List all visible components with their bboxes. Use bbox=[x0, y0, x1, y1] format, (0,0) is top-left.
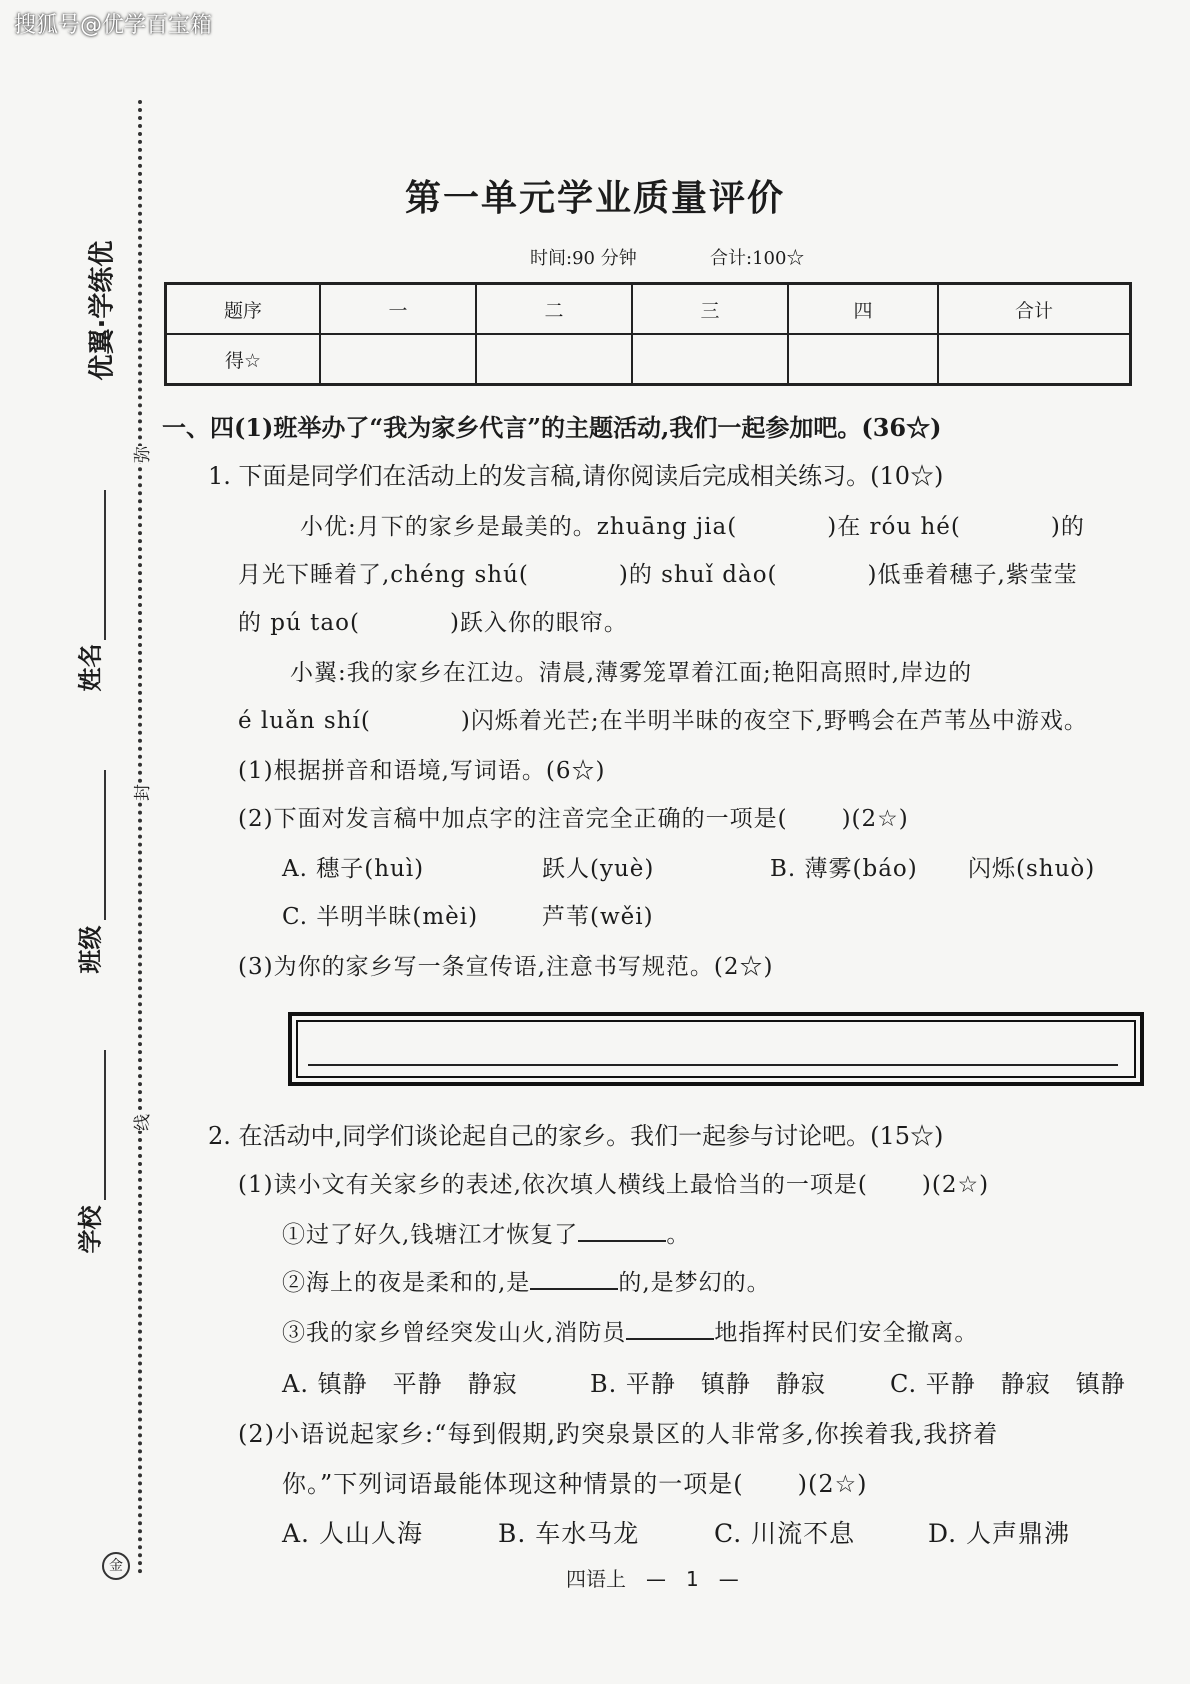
seal-dotted-line bbox=[138, 100, 142, 1575]
score-cell-2[interactable] bbox=[476, 334, 632, 385]
option-b1[interactable]: B. 薄雾(báo) bbox=[770, 856, 918, 882]
col-1: 一 bbox=[320, 284, 476, 335]
sentence-1a: ①过了好久,钱塘江才恢复了 bbox=[282, 1222, 579, 1248]
passage-3a: 的 pú tao( bbox=[238, 610, 360, 636]
sub-question-1: (1)根据拼音和语境,写词语。(6☆) bbox=[238, 758, 606, 784]
question-2-title: 2. 在活动中,同学们谈论起自己的家乡。我们一起参与讨论吧。(15☆) bbox=[208, 1122, 944, 1150]
col-4: 四 bbox=[788, 284, 938, 335]
passage-1b: )在 róu hé( bbox=[827, 514, 961, 540]
passage-1a: 小优:月下的家乡是最美的。zhuāng jia( bbox=[300, 514, 738, 540]
col-3: 三 bbox=[632, 284, 788, 335]
sub-question-2 bbox=[238, 800, 909, 833]
name-underline[interactable] bbox=[104, 490, 106, 640]
score-table-header-row bbox=[166, 284, 1131, 335]
passage-2a: 月光下睡着了,chéng shú( bbox=[238, 562, 529, 588]
sentence-2b: 的,是梦幻的。 bbox=[618, 1270, 771, 1296]
seal-char-1: 弥 bbox=[126, 446, 155, 463]
q2-sub-question-1 bbox=[238, 1166, 989, 1199]
passage-line-5 bbox=[238, 702, 1088, 735]
sentence-1 bbox=[282, 1216, 690, 1249]
passage-line-1 bbox=[300, 508, 1085, 541]
page-number: 四语上 — 1 — bbox=[566, 1567, 739, 1591]
exam-total: 合计:100☆ bbox=[710, 248, 805, 269]
sub-question-3: (3)为你的家乡写一条宣传语,注意书写规范。(2☆) bbox=[238, 954, 774, 980]
q2-option-c[interactable]: C. 平静 静寂 镇静 bbox=[890, 1370, 1126, 1398]
q2-sub-2c: )(2☆) bbox=[797, 1470, 868, 1498]
passage-1c: )的 bbox=[1050, 514, 1085, 540]
option-c1[interactable]: C. 半明半昧(mèi) bbox=[282, 904, 479, 930]
class-label: 班级 bbox=[76, 925, 105, 974]
q2-option-a[interactable]: A. 镇静 平静 静寂 bbox=[282, 1370, 518, 1398]
fill-line-1[interactable] bbox=[578, 1220, 666, 1242]
brand-logo: 优翼·学练优 bbox=[87, 240, 118, 381]
col-2: 二 bbox=[476, 284, 632, 335]
section-1-heading: 一、四(1)班举办了“我为家乡代言”的主题活动,我们一起参加吧。(36☆) bbox=[162, 413, 942, 442]
row-header-cell: 题序 bbox=[166, 284, 321, 335]
q2-sub-1a: (1)读小文有关家乡的表述,依次填人横线上最恰当的一项是( bbox=[238, 1172, 868, 1198]
sentence-2 bbox=[282, 1264, 771, 1297]
q2-sub-question-2a: (2)小语说起家乡:“每到假期,趵突泉景区的人非常多,你挨着我,我挤着 bbox=[238, 1420, 999, 1448]
sub-question-2b: )(2☆) bbox=[841, 806, 909, 832]
passage-line-2 bbox=[238, 556, 1078, 589]
option-c2[interactable]: 芦苇(wěi) bbox=[542, 904, 654, 930]
q2-option2-c[interactable]: C. 川流不息 bbox=[714, 1519, 856, 1548]
passage-2b: )的 shuǐ dào( bbox=[618, 562, 778, 588]
sub-question-2a: (2)下面对发言稿中加点字的注音完全正确的一项是( bbox=[238, 806, 788, 832]
score-cell-3[interactable] bbox=[632, 334, 788, 385]
score-table-score-row bbox=[166, 334, 1131, 385]
seal-char-3: 线 bbox=[126, 1114, 155, 1131]
slogan-writing-line bbox=[308, 1064, 1118, 1066]
fill-line-3[interactable] bbox=[626, 1318, 714, 1340]
q2-sub-question-2b bbox=[282, 1464, 868, 1499]
gold-badge-icon: 金 bbox=[102, 1552, 130, 1580]
score-cell-total[interactable] bbox=[938, 334, 1131, 385]
page-title: 第一单元学业质量评价 bbox=[404, 177, 785, 219]
sentence-3 bbox=[282, 1314, 978, 1347]
school-underline[interactable] bbox=[104, 1050, 106, 1200]
class-underline[interactable] bbox=[104, 770, 106, 920]
passage-line-4: 小翼:我的家乡在江边。清晨,薄雾笼罩着江面;艳阳高照时,岸边的 bbox=[290, 660, 973, 686]
col-total: 合计 bbox=[938, 284, 1131, 335]
sentence-1b: 。 bbox=[666, 1222, 691, 1248]
q2-sub-1b: )(2☆) bbox=[921, 1172, 990, 1198]
option-a1[interactable]: A. 穗子(huì) bbox=[282, 856, 425, 882]
passage-line-3 bbox=[238, 604, 628, 637]
option-b2[interactable]: 闪烁(shuò) bbox=[968, 856, 1096, 882]
sentence-3b: 地指挥村民们安全撤离。 bbox=[714, 1320, 979, 1346]
score-cell-4[interactable] bbox=[788, 334, 938, 385]
school-label: 学校 bbox=[76, 1205, 105, 1254]
score-table bbox=[164, 282, 1132, 386]
option-a2[interactable]: 跃人(yuè) bbox=[542, 856, 655, 882]
passage-5b: )闪烁着光芒;在半明半昧的夜空下,野鸭会在芦苇丛中游戏。 bbox=[460, 708, 1088, 734]
name-label: 姓名 bbox=[76, 643, 105, 692]
q2-option-b[interactable]: B. 平静 镇静 静寂 bbox=[590, 1370, 826, 1398]
slogan-answer-box[interactable] bbox=[288, 1012, 1144, 1086]
seal-char-2: 封 bbox=[126, 784, 155, 801]
q2-option2-d[interactable]: D. 人声鼎沸 bbox=[928, 1519, 1071, 1548]
sentence-3a: ③我的家乡曾经突发山火,消防员 bbox=[282, 1320, 627, 1346]
score-label-cell: 得☆ bbox=[166, 334, 321, 385]
q2-sub-2b: 你。”下列词语最能体现这种情景的一项是( bbox=[282, 1470, 744, 1498]
sentence-2a: ②海上的夜是柔和的,是 bbox=[282, 1270, 531, 1296]
passage-5a: é luǎn shí( bbox=[238, 708, 371, 734]
passage-2c: )低垂着穗子,紫莹莹 bbox=[867, 562, 1078, 588]
score-cell-1[interactable] bbox=[320, 334, 476, 385]
watermark: 搜狐号@优学百宝箱 bbox=[14, 13, 213, 38]
exam-time: 时间:90 分钟 bbox=[530, 248, 637, 269]
question-1-title: 1. 下面是同学们在活动上的发言稿,请你阅读后完成相关练习。(10☆) bbox=[208, 462, 944, 490]
fill-line-2[interactable] bbox=[530, 1268, 618, 1290]
q2-option2-b[interactable]: B. 车水马龙 bbox=[498, 1519, 640, 1548]
passage-3b: )跃入你的眼帘。 bbox=[449, 610, 628, 636]
q2-option2-a[interactable]: A. 人山人海 bbox=[282, 1519, 423, 1548]
